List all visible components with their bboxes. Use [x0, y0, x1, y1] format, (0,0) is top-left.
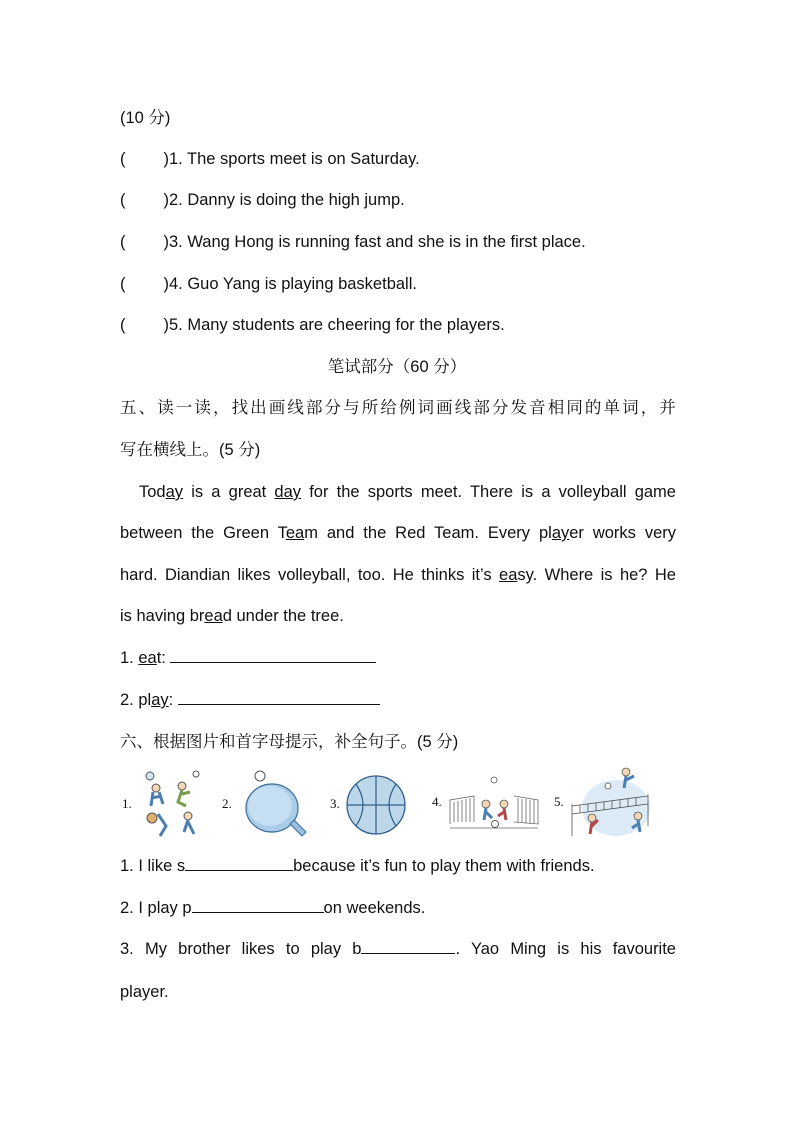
sentence-text: 3. My brother likes to play b: [120, 940, 362, 958]
ping-pong-paddle-icon: [240, 766, 310, 842]
section5-heading-line2: 写在横线上。(5 分): [120, 441, 261, 459]
picture-number: 1.: [122, 796, 132, 811]
answer-blank[interactable]: [170, 646, 376, 663]
written-section-title: 笔试部分（60 分）: [327, 358, 467, 376]
picture-number: 2.: [222, 796, 232, 811]
underlined-sound: ay: [551, 524, 570, 542]
sentence-text: because it’s fun to play them with friends.: [293, 857, 595, 875]
picture-number: 3.: [330, 796, 340, 811]
passage-text: is having br: [120, 607, 205, 625]
passage-text: hard. Diandian likes volleyball, too. He thinks it’s: [120, 566, 500, 584]
item-text: :: [168, 691, 178, 709]
passage-text: sy. Where is he? He: [517, 566, 676, 584]
underlined-sound: ea: [285, 524, 305, 542]
sentence-3: [120, 937, 676, 961]
picture-row: [118, 766, 678, 842]
listening-score: (10 分): [120, 109, 171, 127]
underlined-sound: day: [274, 483, 302, 501]
answer-bracket: (: [120, 275, 126, 293]
picture-number: 5.: [554, 794, 564, 809]
item-number: 2. pl: [120, 691, 152, 709]
sentence-1: [120, 854, 676, 878]
passage-text: for the sports meet. There is a volleyball game: [301, 483, 676, 501]
passage-line-4: [120, 604, 676, 628]
judge-item-text: )2. Danny is doing the high jump.: [163, 191, 405, 209]
judge-item-5: [120, 313, 676, 337]
answer-blank[interactable]: [185, 854, 293, 871]
underlined-sound: ea: [204, 607, 223, 625]
picture-number: 4.: [432, 794, 442, 809]
passage-line-1: [139, 480, 676, 504]
underlined-sound: ay: [151, 691, 169, 709]
judge-item-3: [120, 230, 676, 254]
judge-item-2: [120, 188, 676, 212]
judge-item-text: )1. The sports meet is on Saturday.: [163, 150, 420, 168]
basketball-icon: [346, 766, 408, 842]
passage-text: m and the Red Team. Every pl: [304, 524, 552, 542]
underlined-sound: ay: [165, 483, 184, 501]
answer-bracket: (: [120, 191, 126, 209]
answer-item-1: [120, 646, 676, 670]
answer-blank[interactable]: [178, 688, 380, 705]
passage-text: Tod: [139, 483, 166, 501]
item-number: 1.: [120, 649, 139, 667]
sports-collage-icon: [138, 766, 204, 842]
passage-text: is a great: [183, 483, 275, 501]
passage-text: er works very: [569, 524, 676, 542]
volleyball-net-icon: [568, 766, 654, 842]
sentence-3-continued: player.: [120, 983, 169, 1001]
sentence-text: 1. I like s: [120, 857, 186, 875]
passage-line-2: [120, 521, 676, 545]
answer-blank[interactable]: [192, 896, 324, 913]
sentence-text: on weekends.: [323, 899, 426, 917]
judge-item-text: )3. Wang Hong is running fast and she is in the first place.: [163, 233, 586, 251]
underlined-sound: ea: [138, 649, 157, 667]
section5-heading-line1: 五、读一读，找出画线部分与所给例词画线部分发音相同的单词，并: [120, 399, 676, 417]
answer-bracket: (: [120, 150, 126, 168]
passage-text: d under the tree.: [222, 607, 344, 625]
football-goal-icon: [448, 766, 540, 842]
judge-item-1: [120, 147, 676, 171]
passage-text: between the Green T: [120, 524, 286, 542]
item-text: t:: [156, 649, 171, 667]
sentence-2: [120, 896, 676, 920]
sentence-text: 2. I play p: [120, 899, 192, 917]
answer-item-2: [120, 688, 676, 712]
answer-bracket: (: [120, 316, 126, 334]
sentence-text: . Yao Ming is his favourite: [455, 940, 676, 958]
judge-item-text: )5. Many students are cheering for the players.: [163, 316, 505, 334]
judge-item-text: )4. Guo Yang is playing basketball.: [163, 275, 417, 293]
passage-line-3: [120, 563, 676, 587]
judge-item-4: [120, 272, 676, 296]
answer-bracket: (: [120, 233, 126, 251]
section6-heading: 六、根据图片和首字母提示，补全句子。(5 分): [120, 733, 459, 751]
underlined-sound: ea: [499, 566, 518, 584]
answer-blank[interactable]: [361, 937, 455, 954]
